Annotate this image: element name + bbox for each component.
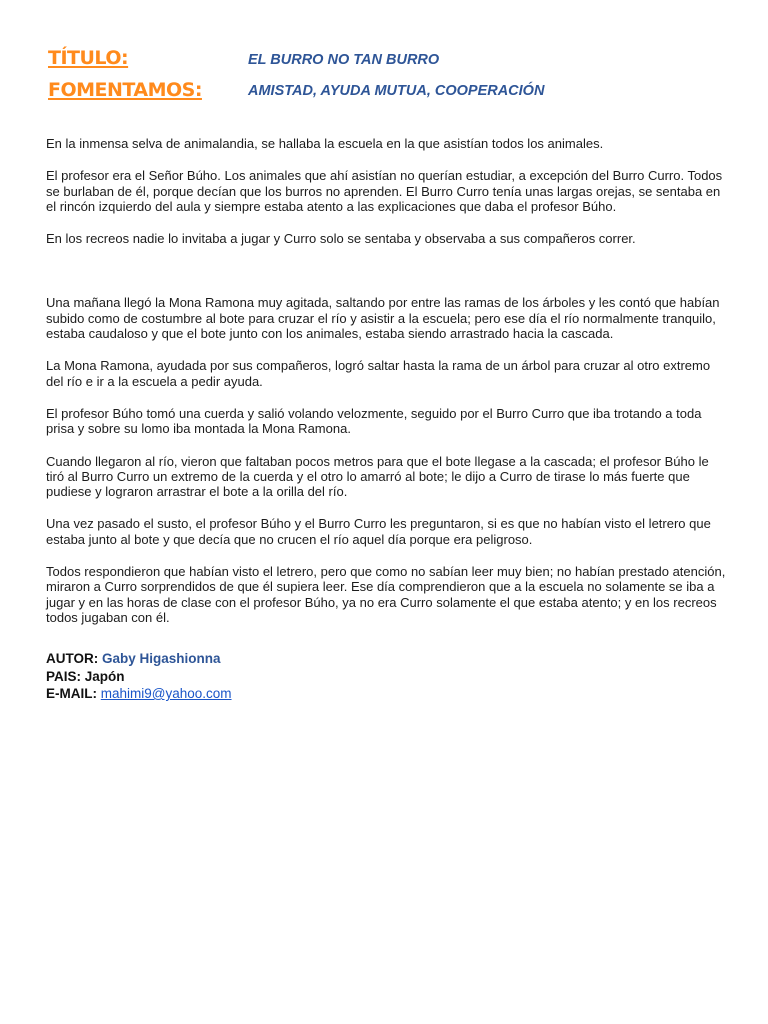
email-label: E-MAIL: — [46, 686, 97, 701]
email-line — [46, 685, 232, 703]
email-link[interactable]: mahimi9@yahoo.com — [100, 686, 232, 701]
promote-values: AMISTAD, AYUDA MUTUA, COOPERACIÓN — [248, 83, 545, 99]
author-line — [46, 650, 232, 668]
story-body — [46, 136, 726, 625]
paragraph-3: En los recreos nadie lo invitaba a jugar y Curro solo se sentaba y observaba a sus compañeros correr. — [46, 231, 636, 247]
story-title: EL BURRO NO TAN BURRO — [248, 52, 440, 68]
country-label: PAIS: — [46, 668, 82, 684]
promote-label: FOMENTAMOS: — [48, 79, 202, 101]
title-label: TÍTULO: — [48, 47, 129, 69]
paragraph-4: Una mañana llegó la Mona Ramona muy agitada, saltando por entre las ramas de los árboles y les contó que habían subido como de costumbre al bote para cruzar el río y asistir a la escuela; pero ese día el río normalmente tranquilo, estaba caudaloso y que el bote junto con los animales, estaba siendo arrastrado hacia la cascada. — [46, 295, 720, 342]
paragraph-9: Todos respondieron que habían visto el letrero, pero que como no sabían leer muy bien; no habían prestado atención, miraron a Curro sorprendidos de que él supiera leer. Ese día comprendieron que a la escuela no solamente se iba a jugar y en las horas de clase con el profesor Búho, ya no era Curro solamente el que estaba atento; y en los recreos todos jugaban con él. — [46, 564, 726, 625]
author-name: Gaby Higashionna — [102, 651, 221, 666]
paragraph-5: La Mona Ramona, ayudada por sus compañeros, logró saltar hasta la rama de un árbol para cruzar al otro extremo del río e ir a la escuela a pedir ayuda. — [46, 358, 711, 389]
country-name: Japón — [84, 668, 125, 684]
paragraph-8: Una vez pasado el susto, el profesor Búho y el Burro Curro les preguntaron, si es que no habían visto el letrero que estaba junto al bote y que decía que no crucen el río aquel día porque era peligroso. — [46, 516, 711, 547]
country-line — [46, 668, 232, 686]
paragraph-1: En la inmensa selva de animalandia, se hallaba la escuela en la que asistían todos los animales. — [46, 136, 604, 151]
paragraph-2: El profesor era el Señor Búho. Los animales que ahí asistían no querían estudiar, a excepción del Burro Curro. Todos se burlaban de él, porque decían que los burros no aprenden. El Burro Curro tenía unas largas orejas, se sentaba en el rincón izquierdo del aula y siempre estaba atento a las explicaciones que daba el profesor Búho. — [46, 168, 723, 214]
paragraph-6: El profesor Búho tomó una cuerda y salió volando velozmente, seguido por el Burro Curro que iba trotando a toda prisa y sobre su lomo iba montada la Mona Ramona. — [46, 405, 702, 437]
author-info — [46, 650, 232, 703]
author-label: AUTOR: — [46, 651, 99, 666]
paragraph-7: Cuando llegaron al río, vieron que faltaban pocos metros para que el bote llegase a la cascada; el profesor Búho le tiró al Burro Curro un extremo de la cuerda y el otro lo amarró al bote; le dijo a Curro de tirase lo más fuerte que pudiese y lograron arrastrar el bote a la orilla del río. — [46, 453, 709, 500]
